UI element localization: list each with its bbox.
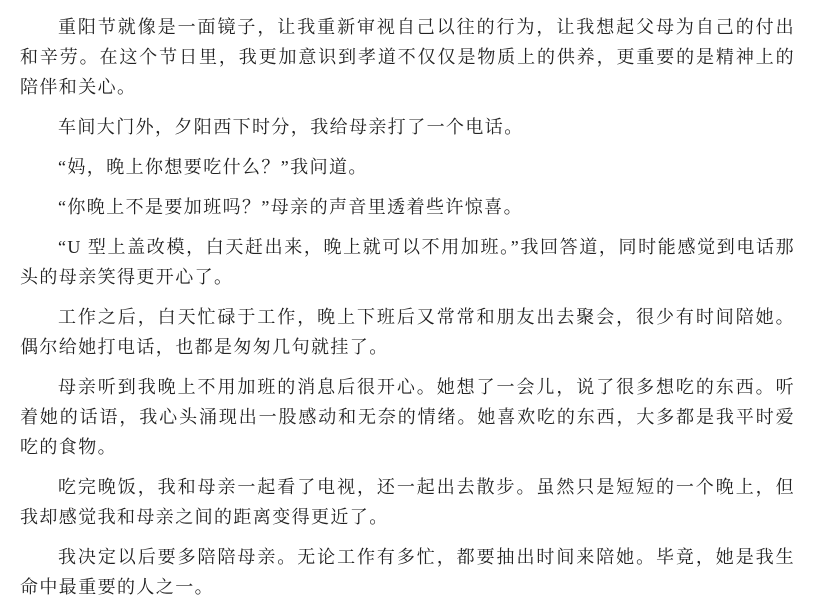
paragraph-6: 工作之后，白天忙碌于工作，晚上下班后又常常和朋友出去聚会，很少有时间陪她。偶尔给她打电话，也都是匆匆几句就挂了。 — [20, 307, 795, 357]
paragraph-7: 母亲听到我晚上不用加班的消息后很开心。她想了一会儿，说了很多想吃的东西。听着她的话语，我心头涌现出一股感动和无奈的情绪。她喜欢吃的东西，大多都是我平时爱吃的食物。 — [20, 377, 795, 457]
paragraph-2: 车间大门外，夕阳西下时分，我给母亲打了一个电话。 — [58, 117, 524, 137]
paragraph-3: “妈，晚上你想要吃什么？”我问道。 — [58, 157, 368, 177]
paragraph-4: “你晚上不是要加班吗？”母亲的声音里透着些许惊喜。 — [58, 197, 523, 217]
paragraph-9: 我决定以后要多陪陪母亲。无论工作有多忙，都要抽出时间来陪她。毕竟，她是我生命中最重要的人之一。 — [20, 547, 795, 597]
paragraph-8: 吃完晚饭，我和母亲一起看了电视，还一起出去散步。虽然只是短短的一个晚上，但我却感觉我和母亲之间的距离变得更近了。 — [20, 477, 795, 527]
paragraph-1: 重阳节就像是一面镜子，让我重新审视自己以往的行为，让我想起父母为自己的付出和辛劳。在这个节日里，我更加意识到孝道不仅仅是物质上的供养，更重要的是精神上的陪伴和关心。 — [20, 17, 795, 97]
paragraph-5: “U 型上盖改模，白天赶出来，晚上就可以不用加班。”我回答道，同时能感觉到电话那头的母亲笑得更开心了。 — [20, 237, 795, 287]
